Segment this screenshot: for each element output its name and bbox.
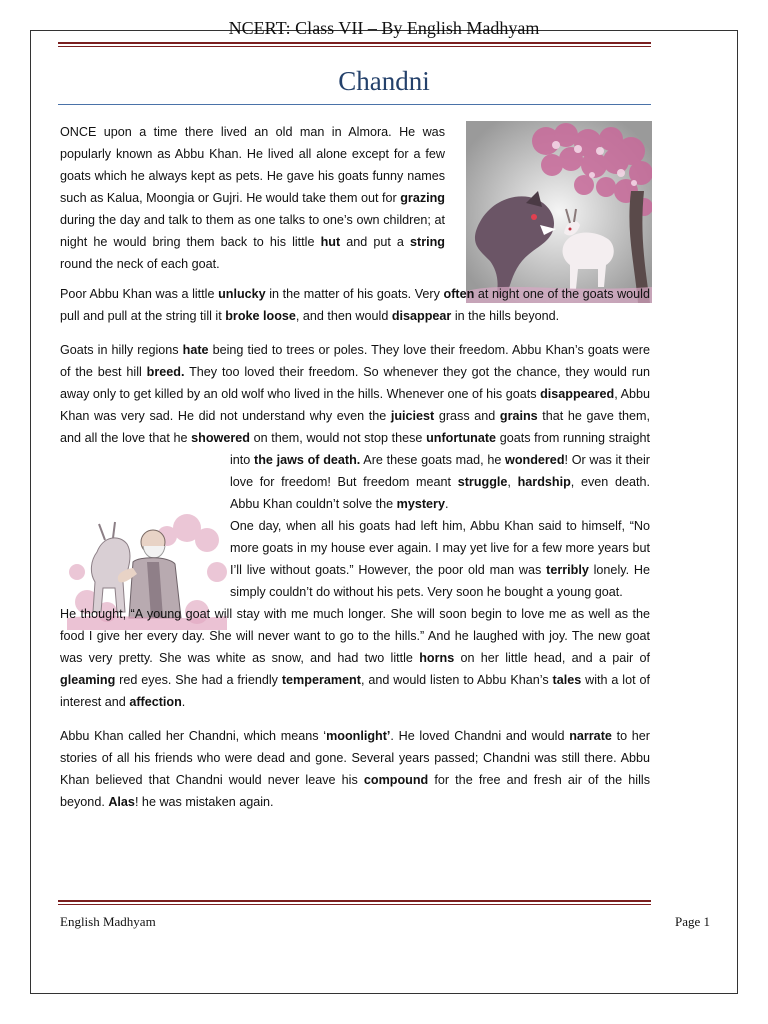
footer-page-number: Page 1 xyxy=(674,914,710,929)
paragraph-3 xyxy=(60,339,650,515)
bold-word: hardship xyxy=(517,475,571,489)
bold-word: broke loose xyxy=(225,309,296,323)
text-run: , even death. Abbu Khan couldn’t solve the xyxy=(230,475,650,511)
paragraph-2 xyxy=(60,283,650,327)
paragraph-5 xyxy=(60,603,650,713)
page-header: NCERT: Class VII – By English Madhyam xyxy=(228,18,540,38)
text-run: in the hills beyond. xyxy=(451,309,560,323)
bold-word: the jaws of death. xyxy=(254,453,361,467)
bold-word: hate xyxy=(182,343,209,357)
text-run: , xyxy=(507,475,518,489)
text-run: goats from running straight into xyxy=(230,431,650,467)
bold-word: temperament xyxy=(281,673,361,687)
bold-word: grazing xyxy=(400,191,445,205)
bold-word: moonlight’ xyxy=(326,729,391,743)
text-run: Are these goats xyxy=(360,453,452,467)
text-run: Poor Abbu Khan was a little xyxy=(60,287,219,301)
text-run: . xyxy=(181,695,186,709)
text-run: Goats in hilly regions xyxy=(60,343,183,357)
footer-rule xyxy=(58,900,651,905)
text-run: ! he was mistaken again. xyxy=(134,795,274,809)
paragraph-6 xyxy=(60,725,650,813)
text-run: grass and xyxy=(434,409,500,423)
text-run: Abbu Khan called her Chandni, which means ‘ xyxy=(60,729,327,743)
text-run: , Abbu Khan was very sad. He did not understand why even the xyxy=(60,387,651,423)
text-run: ! Or was it their love for freedom! But freedom meant xyxy=(230,453,650,489)
bold-word: tales xyxy=(552,673,582,687)
bold-word: compound xyxy=(363,773,429,787)
bold-word: unlucky xyxy=(218,287,266,301)
bold-word: affection xyxy=(129,695,182,709)
bold-word: horns xyxy=(419,651,455,665)
bold-word: narrate xyxy=(569,729,612,743)
text-run: that he gave them, and all the love that he xyxy=(60,409,650,445)
story-body xyxy=(60,121,650,813)
bold-word: string xyxy=(410,235,445,249)
header-rule xyxy=(58,42,651,47)
bold-word: juiciest xyxy=(390,409,435,423)
text-run: round the neck of each goat. xyxy=(60,257,220,271)
text-run: He thought, “A young goat will stay with me much longer. She will soon begin to love me as well as the food I give her every day. She will never want to go to the hills.” And he laughed with joy. The new goat was very pretty. She was white as snow, and had two little xyxy=(60,607,650,665)
text-run: One day, when all his goats had left him, Abbu Khan said to himself, “No more goats in my house ever again. I may yet live for a few more years but I’ll live without goats.” However, the poor old man was xyxy=(230,519,650,577)
text-run: on her little head, and a pair of xyxy=(454,651,650,665)
text-run: , and then would xyxy=(295,309,392,323)
text-run: They too loved their freedom. So whenever they got the chance, they would run away only to get killed by an old wolf who lived in the hills. Whenever one of his goats xyxy=(60,365,650,401)
text-run: mad, he xyxy=(451,453,506,467)
text-run: during the day and talk to them as one talks to one’s own children; at night he would bring them back to his little xyxy=(60,213,445,249)
bold-word: gleaming xyxy=(60,673,116,687)
bold-word: often xyxy=(443,287,475,301)
text-run: . He loved Chandni and would xyxy=(390,729,570,743)
bold-word: unfortunate xyxy=(426,431,497,445)
page-title: Chandni xyxy=(338,66,430,96)
bold-word: grains xyxy=(499,409,538,423)
text-run: on them, would not stop these xyxy=(249,431,427,445)
text-run: red eyes. She had a friendly xyxy=(115,673,282,687)
text-run: being tied to trees or poles. They love their freedom. Abbu Khan’s goats were of the best hill xyxy=(60,343,650,379)
bold-word: terribly xyxy=(546,563,589,577)
bold-word: hut xyxy=(320,235,341,249)
title-rule xyxy=(58,104,651,105)
bold-word: showered xyxy=(191,431,250,445)
text-run: with a lot of interest and xyxy=(60,673,650,709)
bold-word: struggle xyxy=(457,475,508,489)
text-run: ONCE upon a time there lived an old man in Almora. He was popularly known as Abbu Khan. He lived all alone except for a few goats which he always kept as pets. He gave his goats funny names such as Kalua, Moongia or Gujri. He would take them out for xyxy=(60,125,445,205)
text-run: and put a xyxy=(340,235,411,249)
bold-word: breed. xyxy=(146,365,185,379)
bold-word: mystery xyxy=(396,497,445,511)
footer-publisher: English Madhyam xyxy=(60,914,156,929)
bold-word: disappeared xyxy=(540,387,615,401)
text-run: . xyxy=(444,497,449,511)
bold-word: wondered xyxy=(505,453,565,467)
text-run: in the matter of his goats. Very xyxy=(265,287,444,301)
paragraph-1 xyxy=(60,121,445,275)
bold-word: disappear xyxy=(391,309,452,323)
text-run: lonely. He simply couldn’t do without his pets. Very soon he bought a young goat. xyxy=(230,563,650,599)
text-run: for the free and fresh air of the hills beyond. xyxy=(60,773,650,809)
text-run: , and would listen to Abbu Khan’s xyxy=(360,673,553,687)
text-run: to her stories of all his friends who were dead and gone. Several years passed; Chandni was still there. Abbu Khan believed that Chandni would never leave his xyxy=(60,729,651,787)
text-run: at night one of the goats would pull and pull at the string till it xyxy=(60,287,650,323)
illustration-float-space xyxy=(60,471,230,597)
bold-word: Alas xyxy=(108,795,135,809)
